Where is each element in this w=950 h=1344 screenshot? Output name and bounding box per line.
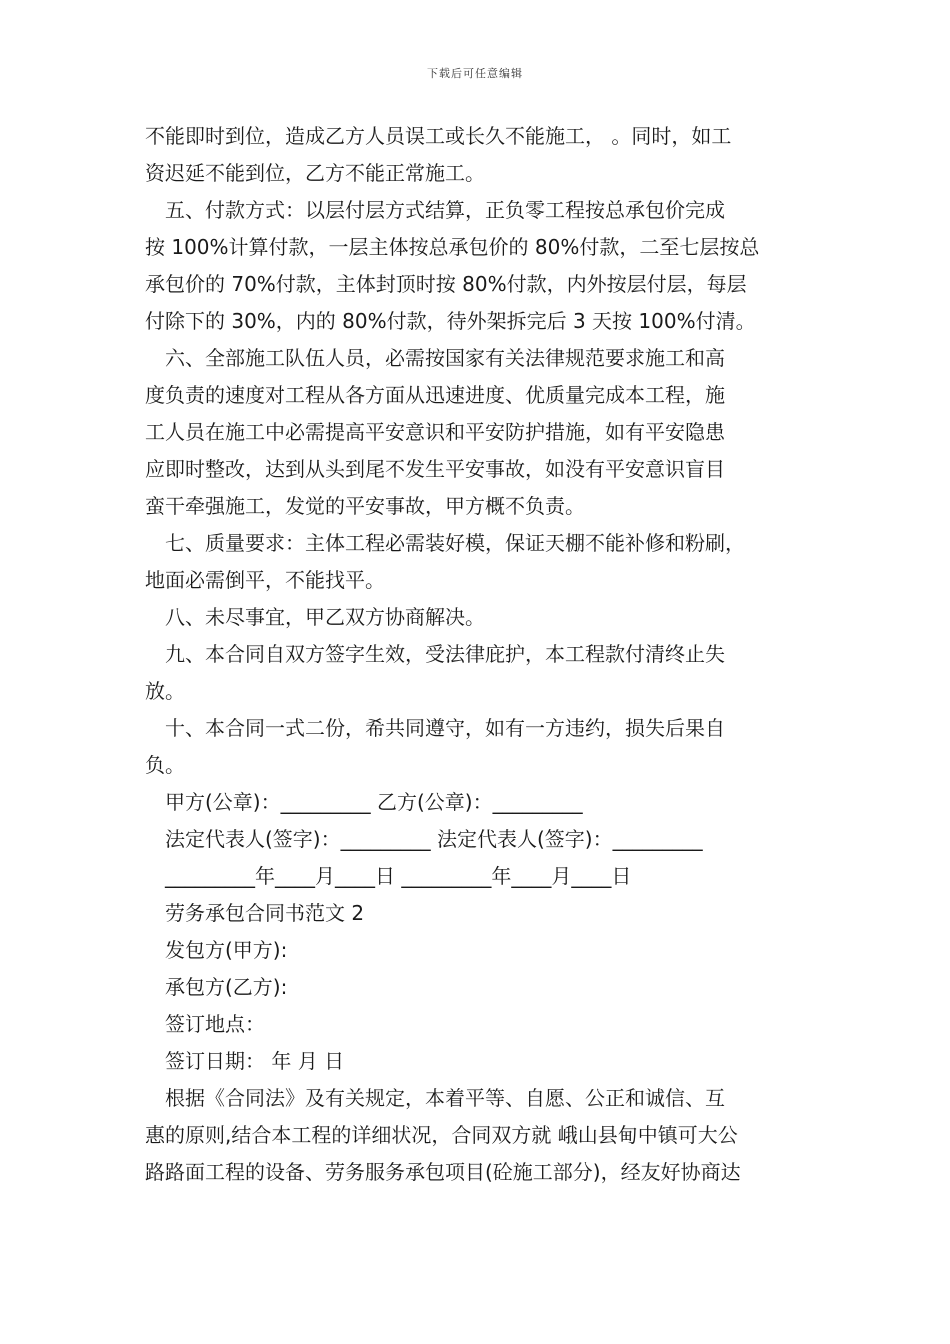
document-body: [145, 118, 813, 1191]
paragraph-line: 不能即时到位，造成乙方人员误工或长久不能施工， 。同时，如工: [145, 124, 732, 148]
section-title: 劳务承包合同书范文 2: [165, 901, 365, 925]
signature-line: 法定代表人(签字)：_________ 法定代表人(签字)：_________: [165, 827, 703, 851]
paragraph-line: 根据《合同法》及有关规定，本着平等、自愿、公正和诚信、互: [165, 1086, 725, 1110]
paragraph-line: 蛮干牵强施工，发觉的平安事故，甲方概不负责。: [145, 494, 585, 518]
paragraph-line: 付除下的 30%，内的 80%付款，待外架拆完后 3 天按 100%付清。: [145, 309, 756, 333]
paragraph-line: 按 100%计算付款，一层主体按总承包价的 80%付款，二至七层按总: [145, 235, 760, 259]
paragraph-line: 资迟延不能到位，乙方不能正常施工。: [145, 161, 485, 185]
page-header-note: 下载后可任意编辑: [427, 67, 523, 80]
sign-place-line: 签订地点：: [165, 1012, 265, 1036]
paragraph-line: 地面必需倒平，不能找平。: [145, 568, 385, 592]
paragraph-line: 十、本合同一式二份，希共同遵守，如有一方违约，损失后果自: [165, 716, 725, 740]
paragraph-line: 负。: [145, 753, 185, 777]
paragraph-line: 应即时整改，达到从头到尾不发生平安事故，如没有平安意识盲目: [145, 457, 725, 481]
paragraph-line: 七、质量要求：主体工程必需装好模，保证天棚不能补修和粉刷，: [165, 531, 745, 555]
party-b-line: 承包方(乙方):: [165, 975, 288, 999]
paragraph-line: 放。: [145, 679, 185, 703]
party-a-line: 发包方(甲方):: [165, 938, 288, 962]
paragraph-line: 度负责的速度对工程从各方面从迅速进度、优质量完成本工程，施: [145, 383, 725, 407]
paragraph-line: 六、全部施工队伍人员，必需按国家有关法律规范要求施工和高: [165, 346, 725, 370]
paragraph-line: 惠的原则,结合本工程的详细状况，合同双方就 峨山县甸中镇可大公: [145, 1123, 738, 1147]
sign-date-line: 签订日期： 年 月 日: [165, 1049, 345, 1073]
signature-line: 甲方(公章)：_________ 乙方(公章)：_________: [165, 790, 583, 814]
paragraph-line: 五、付款方式：以层付层方式结算，正负零工程按总承包价完成: [165, 198, 725, 222]
paragraph-line: 八、未尽事宜，甲乙双方协商解决。: [165, 605, 485, 629]
paragraph-line: 工人员在施工中必需提高平安意识和平安防护措施，如有平安隐患: [145, 420, 725, 444]
paragraph-line: 九、本合同自双方签字生效，受法律庇护，本工程款付清终止失: [165, 642, 725, 666]
signature-date-line: _________年____月____日 _________年____月____日: [165, 864, 632, 888]
paragraph-line: 路路面工程的设备、劳务服务承包项目(砼施工部分)，经友好协商达: [145, 1160, 741, 1184]
paragraph-line: 承包价的 70%付款，主体封顶时按 80%付款，内外按层付层，每层: [145, 272, 747, 296]
